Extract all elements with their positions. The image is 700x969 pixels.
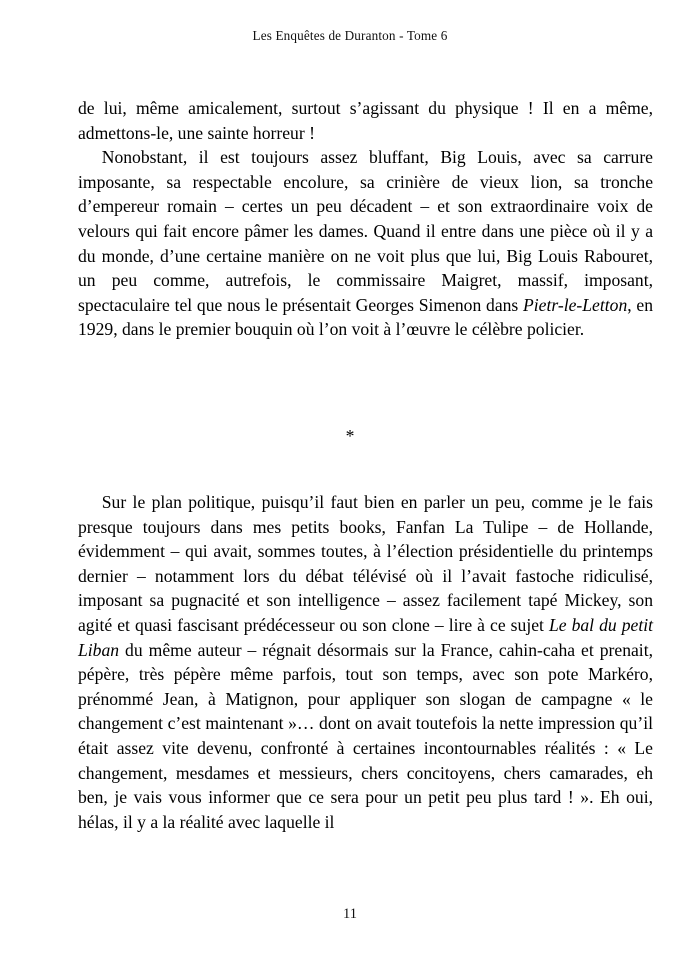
book-title-le-bal-du-petit-liban: Le bal du petit Liban xyxy=(78,614,654,660)
paragraph-continued-text: de lui, même amicalement, surtout s’agissant du physique ! Il en a même, admettons-le, une sainte horreur ! xyxy=(78,98,653,143)
paragraph-politique-run-2: du même auteur – régnait désormais sur la France, cahin-caha et prenait, pépère, très pépère même parfois, tout son temps, avec son pote Markéro, prénommé Jean, à Matignon, pour appliquer son slogan de campagne « le changement c’est maintenant »… dont on avait toutefois la nette impression qu’il était assez vite devenu, confronté à certaines incontournables réalités : « Le changement, mesdames et messieurs, chers concitoyens, chers camarades, eh ben, je vais vous informer que ce sera pour un petit peu plus tard ! ». Eh oui, hélas, il y a la réalité avec laquelle il xyxy=(78,639,653,832)
book-title-pietr-le-letton: Pietr-le-Letton xyxy=(523,294,628,315)
paragraph-nonobstant-run-1: Nonobstant, il est toujours assez bluffant, Big Louis, avec sa carrure imposante, sa respectable encolure, sa crinière de vieux lion, sa tronche d’empereur romain – certes un peu décadent – et son extraordinaire voix de velours qui fait encore pâmer les dames. Quand il entre dans une pièce où il y a du monde, d’une certaine manière on ne voit plus que lui, Big Louis Rabouret, un peu comme, autrefois, le commissaire Maigret, massif, imposant, spectaculaire tel que nous le présentait Georges Simenon dans xyxy=(78,147,653,315)
paragraph-continued xyxy=(78,96,653,145)
section-separator-asterisk: * xyxy=(345,426,355,446)
text-block-lower xyxy=(78,490,653,834)
paragraph-politique xyxy=(78,490,653,834)
paragraph-politique-run-1: Sur le plan politique, puisqu’il faut bien en parler un peu, comme je le fais presque toujours dans mes petits books, Fanfan La Tulipe – de Hollande, évidemment – qui avait, sommes toutes, à l’élection présidentielle du printemps dernier – notamment lors du débat télévisé où il l’avait fastoche ridiculisé, imposant sa pugnacité et son intelligence – assez facilement tapé Mickey, son agité et quasi fascisant prédécesseur ou son clone – lire à ce sujet xyxy=(78,492,653,635)
text-block-upper xyxy=(78,96,653,342)
paragraph-nonobstant-run-2: , en 1929, dans le premier bouquin où l’on voit à l’œuvre le célèbre policier. xyxy=(78,294,654,340)
running-header: Les Enquêtes de Duranton - Tome 6 xyxy=(252,28,448,43)
paragraph-nonobstant xyxy=(78,145,653,342)
page-number: 11 xyxy=(343,906,357,922)
